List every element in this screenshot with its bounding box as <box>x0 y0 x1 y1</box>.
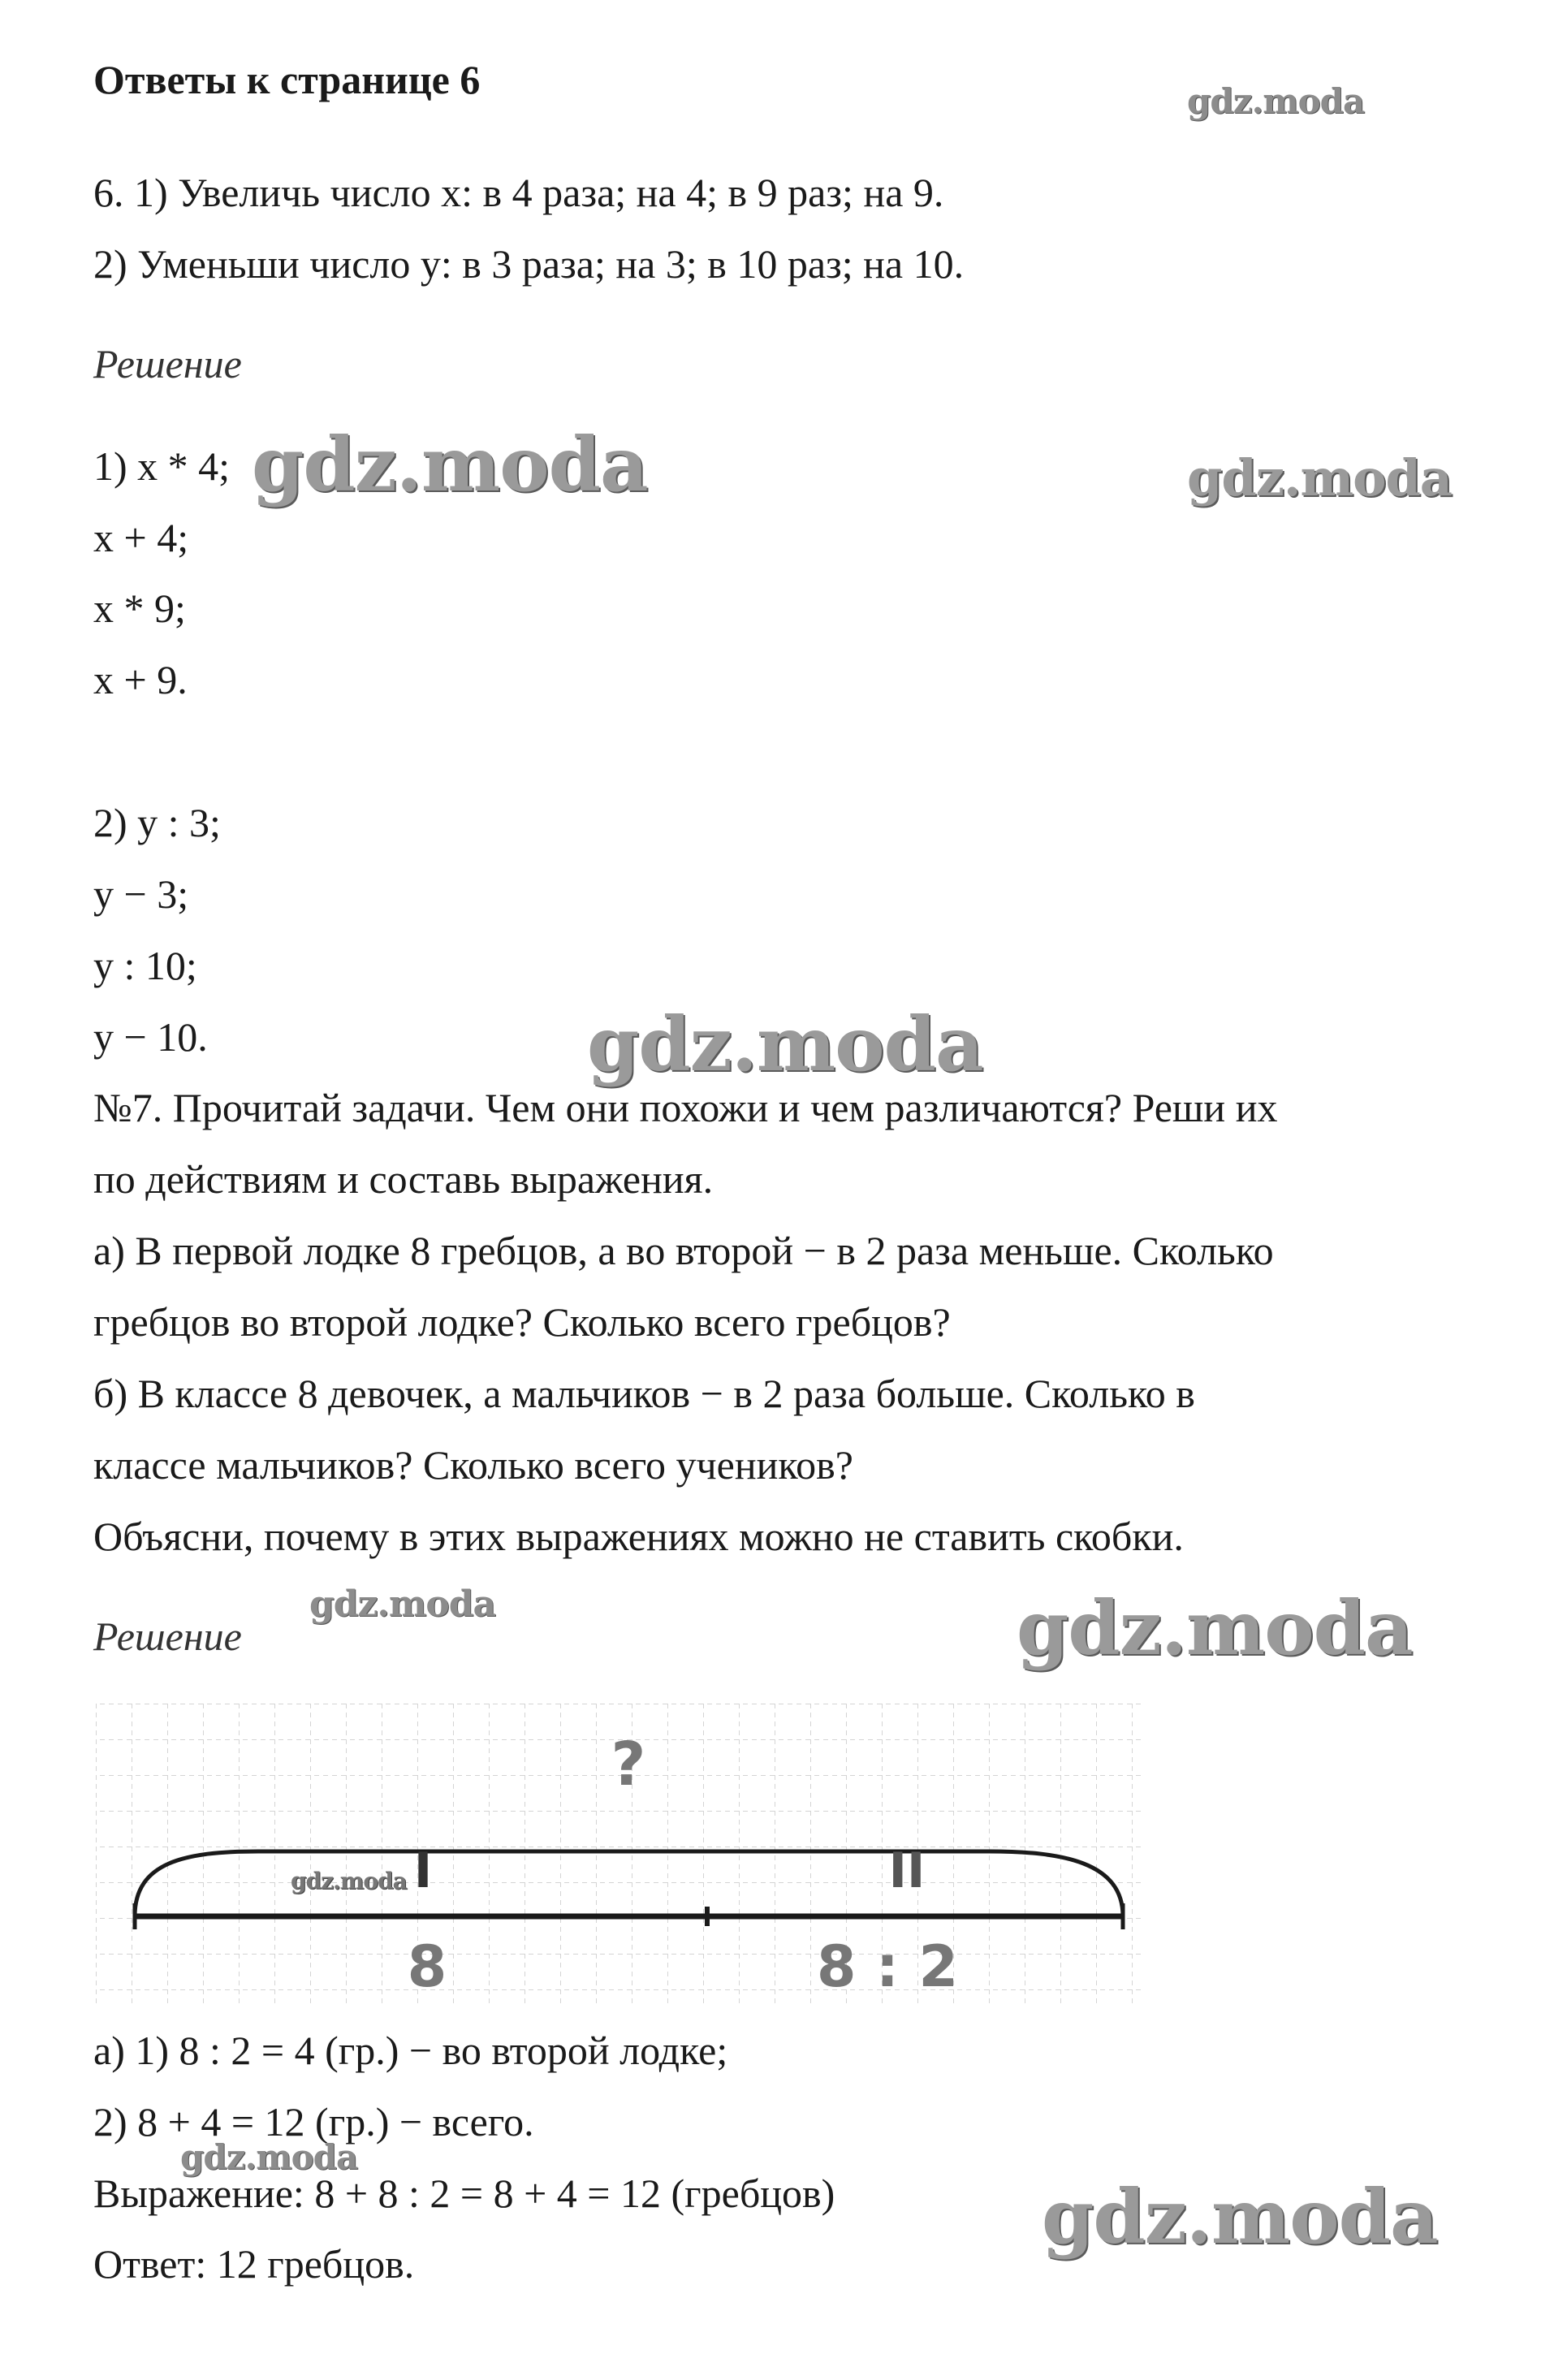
first-boat-mark: I <box>413 1842 433 1899</box>
watermark: gdz.moda <box>291 1868 407 1894</box>
second-segment-label: 8 : 2 <box>816 1933 959 2000</box>
answer-line-2: 2) 8 + 4 = 12 (гр.) − всего. <box>93 2099 534 2145</box>
solution-label: Решение <box>93 341 242 387</box>
watermark: gdz.moda <box>1187 448 1452 508</box>
watermark: gdz.moda <box>587 1000 983 1088</box>
answer-line-3: Выражение: 8 + 8 : 2 = 8 + 4 = 12 (гребцов) <box>93 2171 835 2216</box>
solution-label-2: Решение <box>93 1613 242 1659</box>
segment-diagram <box>96 1704 1145 2004</box>
watermark: gdz.moda <box>1017 1584 1413 1672</box>
second-boat-mark: II <box>888 1842 926 1899</box>
task7-line-2: по действиям и составь выражения. <box>93 1156 714 1202</box>
task7-line-7: Объясни, почему в этих выражениях можно не ставить скобки. <box>93 1514 1184 1559</box>
part1-line-2: x + 4; <box>93 515 189 560</box>
watermark: gdz.moda <box>252 421 648 508</box>
task6-line-1: 6. 1) Увеличь число x: в 4 раза; на 4; в 9 раз; на 9. <box>93 170 944 215</box>
answer-line-1: а) 1) 8 : 2 = 4 (гр.) − во второй лодке; <box>93 2028 728 2073</box>
task7-line-3: а) В первой лодке 8 гребцов, а во второй − в 2 раза меньше. Сколько <box>93 1228 1274 1273</box>
part1-line-3: x * 9; <box>93 585 186 631</box>
part2-line-4: y − 10. <box>93 1014 208 1060</box>
answer-line-4: Ответ: 12 гребцов. <box>93 2241 415 2287</box>
task7-line-5: б) В классе 8 девочек, а мальчиков − в 2 раза больше. Сколько в <box>93 1371 1195 1416</box>
watermark: gdz.moda <box>1187 81 1365 121</box>
part1-line-1: 1) x * 4; <box>93 443 231 489</box>
watermark: gdz.moda <box>180 2137 358 2177</box>
total-question-label: ? <box>611 1730 646 1799</box>
task6-line-2: 2) Уменьши число y: в 3 раза; на 3; в 10 раз; на 10. <box>93 241 965 287</box>
watermark: gdz.moda <box>309 1583 496 1625</box>
part2-line-1: 2) y : 3; <box>93 800 221 845</box>
task7-line-6: классе мальчиков? Сколько всего учеников? <box>93 1442 853 1488</box>
page-title: Ответы к странице 6 <box>93 57 481 102</box>
task7-line-4: гребцов во второй лодке? Сколько всего гребцов? <box>93 1299 951 1345</box>
part2-line-2: y − 3; <box>93 871 189 917</box>
part2-line-3: y : 10; <box>93 943 197 988</box>
task7-line-1: №7. Прочитай задачи. Чем они похожи и чем различаются? Реши их <box>93 1085 1278 1130</box>
part1-line-4: x + 9. <box>93 657 188 702</box>
watermark: gdz.moda <box>1042 2173 1438 2261</box>
first-segment-label: 8 <box>407 1933 447 2000</box>
